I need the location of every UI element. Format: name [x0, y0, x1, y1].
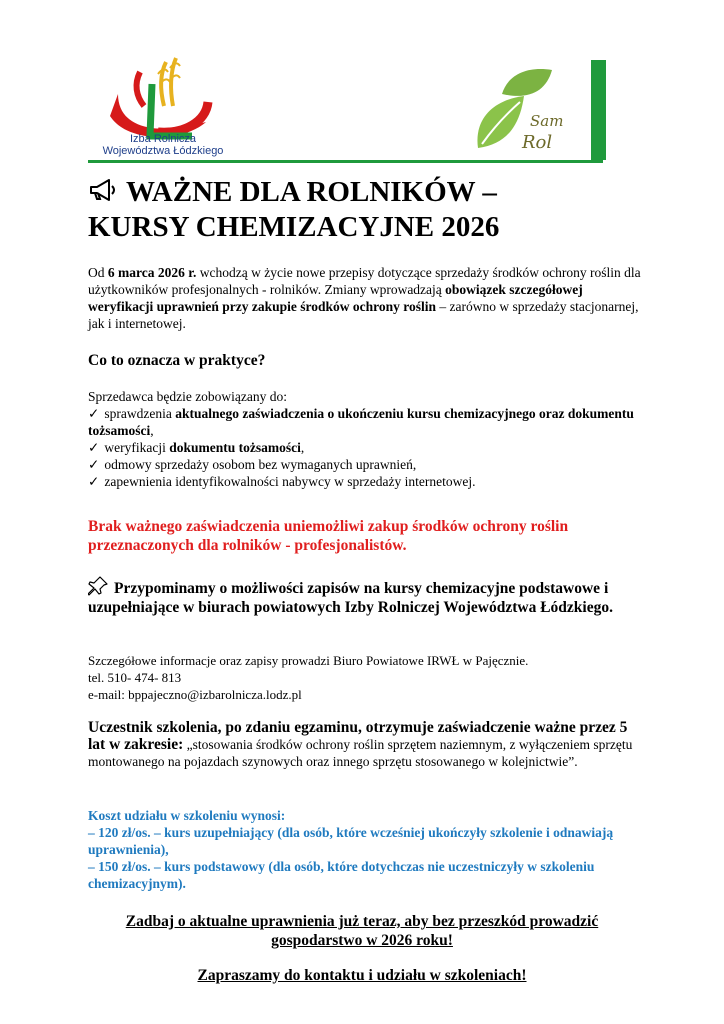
cost-item: – 120 zł/os. – kurs uzupełniający (dla osób, które wcześniej ukończyły szkolenie i odnawiają uprawnienia), [88, 825, 614, 857]
logo-caption [88, 133, 238, 157]
certificate-paragraph: Uczestnik szkolenia, po zdaniu egzaminu, otrzymuje zaświadczenie ważne przez 5 lat w zakresie: „stosowania środków ochrony roślin sprzętem naziemnym, z wyłączeniem sprzętu montowanego na pojazdach szynowych oraz innego sprzętu stosowanego w kolejnictwie”. [88, 719, 633, 769]
contact-email[interactable]: e-mail: bppajeczno@izbarolnicza.lodz.pl [88, 687, 302, 702]
list-item: ✓ weryfikacji dokumentu tożsamości, [88, 440, 305, 455]
cost-item: – 150 zł/os. – kurs podstawowy (dla osób, które dotychczas nie uczestniczyły w szkoleniu chemizacyjnym). [88, 859, 595, 891]
logo-caption-line2: Województwa Łódzkiego [102, 145, 224, 157]
list-lead: Sprzedawca będzie zobowiązany do: [88, 389, 288, 404]
closing-invite: Zapraszamy do kontaktu i udziału w szkoleniach! [197, 967, 527, 984]
warning-text: Brak ważnego zaświadczenia uniemożliwi zakup środków ochrony roślin przeznaczonych dla rolników - profesjonalistów. [88, 518, 569, 554]
cost-block [88, 807, 648, 892]
cost-heading: Koszt udziału w szkoleniu wynosi: [88, 808, 286, 823]
samrol-text-2: Rol [522, 132, 553, 153]
contact-phone[interactable]: tel. 510- 474- 813 [88, 670, 182, 685]
contact-office: Szczegółowe informacje oraz zapisy prowadzi Biuro Powiatowe IRWŁ w Pajęcznie. [88, 653, 529, 668]
megaphone-icon [88, 178, 118, 202]
samrol-logo [468, 60, 606, 160]
effective-date: 6 marca 2026 r. [107, 265, 197, 280]
closing-call: Zadbaj o aktualne uprawnienia już teraz, aby bez przeszkód prowadzić gospodarstwo w 2026 roku! [125, 913, 599, 949]
header-divider [88, 160, 603, 163]
practice-heading: Co to oznacza w praktyce? [88, 352, 266, 369]
check-icon: ✓ [88, 440, 100, 455]
title-line2: KURSY CHEMIZACYJNE 2026 [88, 211, 500, 243]
samrol-text-1: Sam [530, 112, 564, 130]
page-title [88, 175, 648, 245]
check-icon: ✓ [88, 457, 100, 472]
reminder-text: Przypominamy o możliwości zapisów na kursy chemizacyjne podstawowe i uzupełniające w biurach powiatowych Izby Rolniczej Województwa Łódzkiego. [88, 576, 648, 617]
intro-paragraph: Od 6 marca 2026 r. wchodzą w życie nowe przepisy dotyczące sprzedaży środków ochrony roślin dla użytkowników profesjonalnych - rolników. Zmiany wprowadzają obowiązek szczegółowej weryfikacji uprawnień przy zakupie środków ochrony roślin – zarówno w sprzedaży stacjonarnej, jak i internetowej. [88, 265, 641, 331]
list-item: ✓ zapewnienia identyfikowalności nabywcy w sprzedaży internetowej. [88, 474, 476, 489]
pushpin-icon [88, 576, 108, 596]
list-item: ✓ odmowy sprzedaży osobom bez wymaganych uprawnień, [88, 457, 417, 472]
logo-caption-line1: Izba Rolnicza [129, 133, 197, 145]
list-item: ✓ sprawdzenia aktualnego zaświadczenia o ukończeniu kursu chemizacyjnego oraz dokumentu tożsamości, [88, 406, 634, 438]
check-icon: ✓ [88, 474, 100, 489]
contact-block [88, 652, 648, 703]
title-line1: WAŻNE DLA ROLNIKÓW – [126, 176, 497, 208]
wheat-icon [158, 58, 180, 106]
check-icon: ✓ [88, 406, 100, 421]
obligations-list [88, 388, 648, 490]
